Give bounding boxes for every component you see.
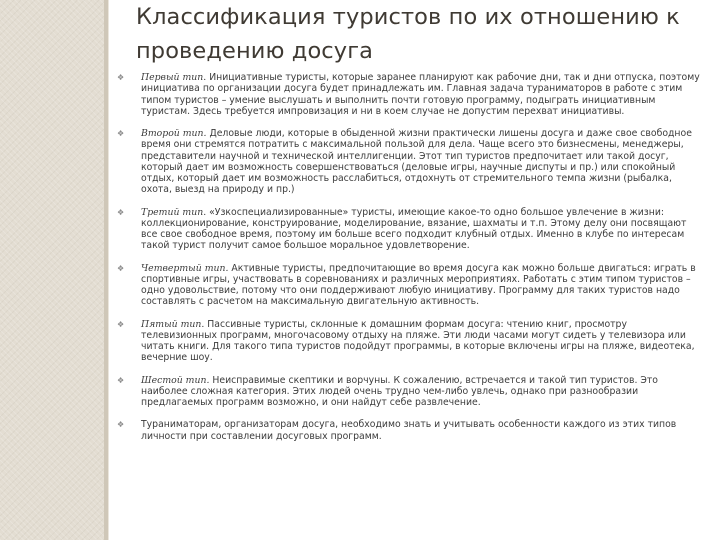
bullet-text: Пассивные туристы, склонные к домашним формам досуга: чтению книг, просмотру телевизионных программ, многочасовому отдыху на пляже. Эти люди часами могут сидеть у телевизора или читать книги. Для такого типа туристов подойдут программы, в которые включены игры на пляже, видеотека, вечерние шоу. — [141, 318, 695, 364]
bullet-diamond-icon: ❖ — [117, 375, 125, 385]
bullet-item-3 — [117, 207, 700, 252]
bullet-lead: Четвертый тип. — [141, 262, 229, 274]
bullet-lead: Шестой тип. — [141, 374, 210, 386]
bullet-lead: Третий тип. — [141, 206, 207, 218]
bullet-text: Активные туристы, предпочитающие во время досуга как можно больше двигаться: играть в спортивные игры, участвовать в соревнованиях и различных мероприятиях. Работать с этим типом туристов – одно удовольствие, потому что они поддерживают любую инициативу. Программу для таких туристов надо составлять с расчетом на максимальную двигательную активность. — [141, 262, 696, 308]
bullet-diamond-icon: ❖ — [117, 73, 125, 82]
bullet-lead: Второй тип. — [141, 127, 207, 139]
bullet-text: Деловые люди, которые в обыденной жизни практически лишены досуга и даже свое свободное время они стремятся потратить с максимальной пользой для дела. Чаще всего это бизнесмены, менеджеры, представители научной и технической интеллигенции. Этот тип туристов предпочитает или такой досуг, который дает им возможность совершенствоваться (деловые игры, научные диспуты и пр.) или спокойный отдых, который дает им возможность расслабиться, отдохнуть от стремительного темпа жизни (рыбалка, охота, выезд на природу и пр.) — [141, 127, 692, 196]
bullet-text: Неисправимые скептики и ворчуны. К сожалению, встречается и такой тип туристов. Это наиболее сложная категория. Этих людей очень трудно чем-либо увлечь, однако при разнообразии предлагаемых программ возможно, и они найдут себе развлечение. — [141, 374, 658, 409]
bullet-item-2 — [117, 128, 700, 196]
decorative-side-band — [0, 0, 104, 540]
bullet-diamond-icon: ❖ — [117, 207, 125, 217]
bullet-text: Тураниматорам, организаторам досуга, необходимо знать и учитывать особенности каждого из этих типов личности при составлении досуговых программ. — [141, 419, 677, 442]
bullet-item-4 — [117, 263, 700, 308]
bullet-diamond-icon: ❖ — [117, 319, 125, 329]
bullet-diamond-icon: ❖ — [117, 128, 125, 138]
side-band-divider — [104, 0, 108, 540]
bullet-text: Инициативные туристы, которые заранее планируют как рабочие дни, так и дни отпуска, поэтому инициатива по организации досуга будет принадлежать им. Главная задача тураниматоров в работе с этим типом туристов – умение выслушать и выполнить почти готовую программу, подыграть инициативным туристам. Здесь требуется импровизация и ни в коем случае не допустим перехват инициативы. — [141, 72, 700, 117]
bullet-item-7 — [117, 419, 700, 442]
bullet-item-6 — [117, 375, 700, 409]
bullet-text: «Узкоспециализированные» туристы, имеющие какое-то одно большое увлечение в жизни: коллекционирование, конструирование, моделирование, вязание, шахматы и т.п. Этому делу они посвящают все свое свободное время, поэтому им больше всего подходит клубный отдых. Именно в клубе по интересам такой турист получит самое большое моральное удовлетворение. — [141, 206, 687, 252]
bullet-lead: Пятый тип. — [141, 318, 205, 330]
bullet-item-1 — [117, 72, 700, 117]
bullet-diamond-icon: ❖ — [117, 263, 125, 273]
bullet-diamond-icon: ❖ — [117, 420, 125, 430]
bullet-item-5 — [117, 319, 700, 364]
bullet-lead: Первый тип. — [141, 72, 207, 83]
bullet-list — [117, 72, 700, 453]
slide-title: Классификация туристов по их отношению к проведению досуга — [136, 4, 680, 64]
